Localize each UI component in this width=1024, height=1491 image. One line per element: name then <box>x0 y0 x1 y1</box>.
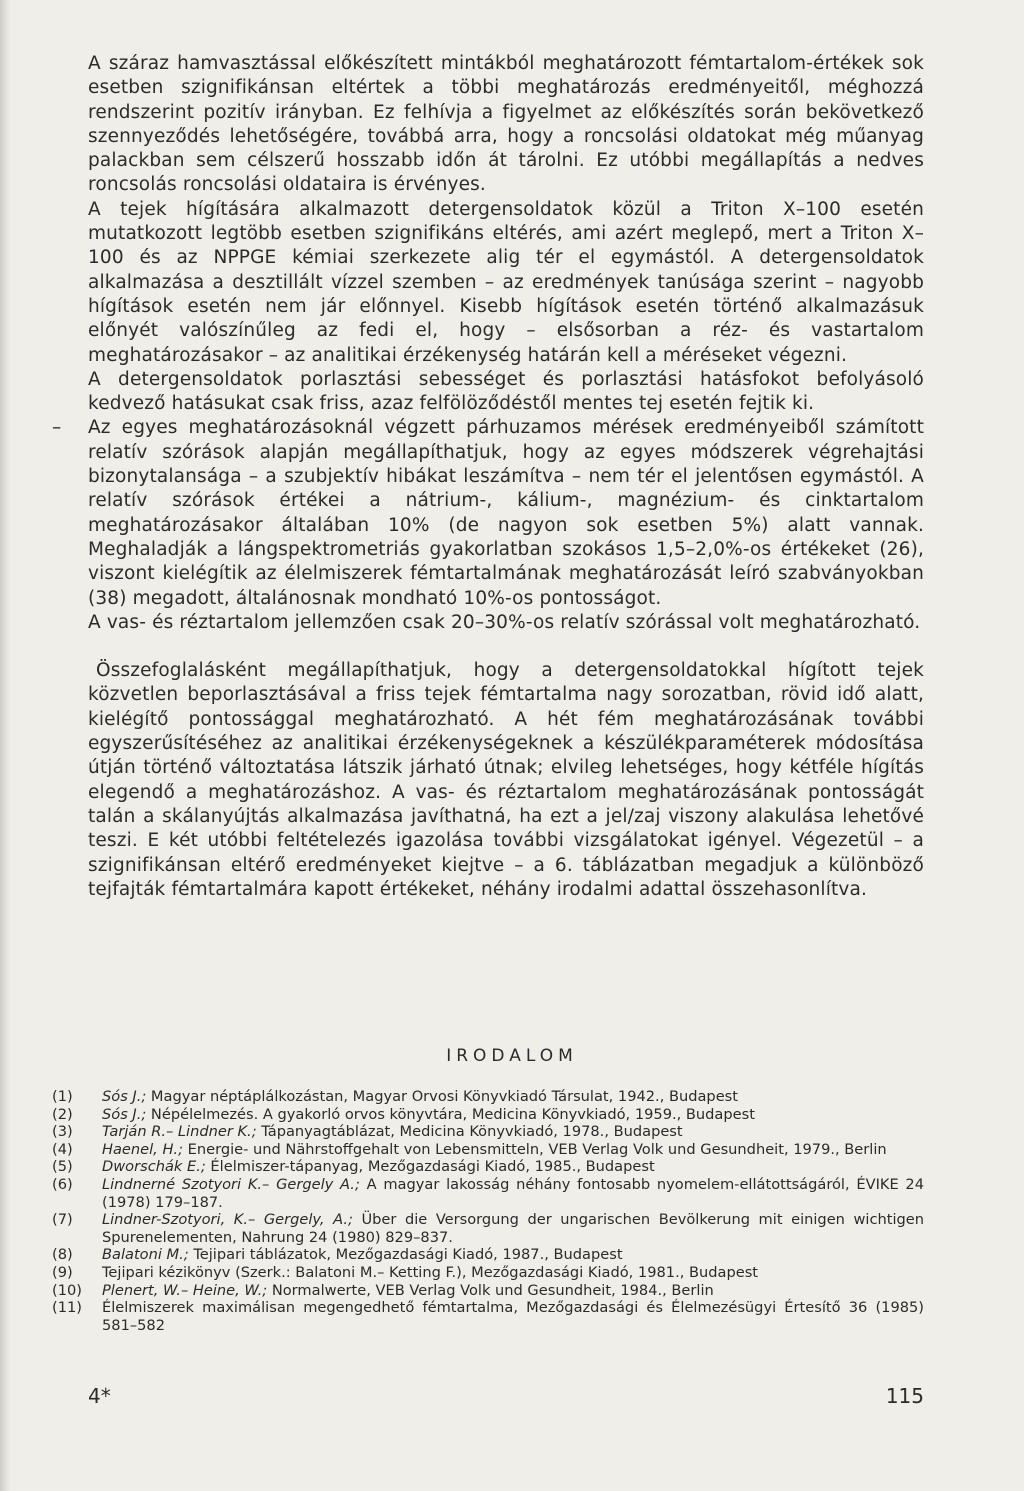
reference-title: Magyar néptáplálkozástan, Magyar Orvosi Könyvkiadó Társulat, 1942., Budapest <box>146 1088 739 1105</box>
reference-item <box>52 1282 924 1300</box>
reference-text <box>102 1299 924 1334</box>
paragraph-dry-ashing: A száraz hamvasztással előkészített mintákból meghatározott fémtartalom-értékek sok esetben szignifikánsan eltértek a többi meghatározás eredményeitől, méghozzá rendszerint pozitív irányban. Ez felhívja a figyelmet az előkészítés során bekövetkező szennyeződés lehetőségére, továbbá arra, hogy a roncsolási oldatokat még műanyag palackban sem célszerű hosszabb időn át tárolni. Ez utóbbi megállapítás a nedves roncsolás roncsolási oldataira is érvényes. <box>88 53 924 196</box>
reference-list <box>52 1088 924 1334</box>
paragraph-nebulization: A detergensoldatok porlasztási sebességet és porlasztási hatásfokot befolyásoló kedvező hatásukat csak friss, azaz felfölöződéstől mentes tej esetén fejtik ki. <box>88 368 924 415</box>
reference-author: Dworschák E.; <box>102 1158 206 1176</box>
reference-author: Balatoni M.; <box>102 1246 189 1264</box>
reference-number: (5) <box>52 1158 73 1176</box>
reference-author: Lindner-Szotyori, K.– Gergely, A.; <box>102 1211 353 1229</box>
reference-title: Tejipari kézikönyv (Szerk.: Balatoni M.– Ketting F.), Mezőgazdasági Kiadó, 1981., Budapest <box>102 1263 759 1281</box>
reference-text <box>102 1264 924 1282</box>
paragraph-relative-deviation: Az egyes meghatározásoknál végzett párhuzamos mérések eredményeiből számított relatív szórások alapján megállapíthatjuk, hogy az egyes módszerek végrehajtási bizonytalansága – a szubjektív hibákat leszámítva – nem tér el jelentősen egymástól. A relatív szórások értékei a nátrium-, kálium-, magnézium- és cinktartalom meghatározásakor általában 10% (de nagyon sok esetben 5%) alatt vannak. Meghaladják a lángspektrometriás gyakorlatban szokásos 1,5–2,0%-os értékeket (26), viszont kielégítik az élelmiszerek fémtartalmának meghatározását leíró szabványokban (38) megadott, általánosnak mondható 10%-os pontosságot. <box>88 417 924 609</box>
reference-item <box>52 1088 924 1106</box>
reference-text <box>102 1246 924 1264</box>
reference-number: (1) <box>52 1088 73 1105</box>
signature-mark: 4* <box>88 1384 111 1408</box>
body-text <box>52 52 924 902</box>
reference-text <box>102 1282 924 1300</box>
paragraph-detergent-dilution: A tejek hígítására alkalmazott detergensoldatok közül a Triton X–100 esetén mutatkozott legtöbb esetben szignifikáns eltérés, ami azért meglepő, mert a Triton X–100 és az NPPGE kémiai szerkezete alig tér el egymástól. A detergensoldatok alkalmazása a desztillált vízzel szemben – az eredmények tanúsága szerint – nagyobb hígítások esetén nem jár előnnyel. Kisebb hígítások esetén történő alkalmazásuk előnyét valószínűleg az fedi el, hogy – elsősorban a réz- és vastartalom meghatározásakor – az analitikai érzékenység határán kell a méréseket végezni. <box>88 198 924 366</box>
references-heading: IRODALOM <box>446 1046 578 1066</box>
page-number: 115 <box>885 1384 924 1408</box>
dash-mark: – <box>52 417 62 439</box>
reference-title: Normalwerte, VEB Verlag Volk und Gesundheit, 1984., Berlin <box>267 1281 714 1299</box>
reference-text <box>102 1158 924 1176</box>
reference-author: Sós J.; <box>102 1088 147 1105</box>
reference-title: Élelmiszer-tápanyag, Mezőgazdasági Kiadó, 1985., Budapest <box>205 1158 655 1176</box>
reference-title: Tejipari táblázatok, Mezőgazdasági Kiadó, 1987., Budapest <box>188 1246 623 1264</box>
reference-number: (10) <box>52 1281 82 1299</box>
reference-author: Haenel, H.; <box>102 1140 183 1158</box>
paragraph-iron-copper: A vas- és réztartalom jellemzően csak 20–30%-os relatív szórással volt meghatározható. <box>88 611 921 633</box>
reference-item <box>52 1123 924 1141</box>
reference-text <box>102 1088 924 1106</box>
reference-number: (11) <box>52 1299 82 1317</box>
reference-item <box>52 1264 924 1282</box>
reference-author: Sós J.; <box>102 1105 147 1123</box>
reference-number: (8) <box>52 1246 73 1264</box>
reference-text <box>102 1176 924 1211</box>
reference-title: Energie- und Nährstoffgehalt von Lebensmitteln, VEB Verlag Volk und Gesundheit, 1979., Berlin <box>183 1140 887 1158</box>
reference-number: (3) <box>52 1123 73 1141</box>
reference-item <box>52 1246 924 1264</box>
reference-title: A magyar lakosság néhány fontosabb nyomelem-ellátottságáról, ÉVIKE 24 (1978) 179–187. <box>102 1175 924 1211</box>
reference-title: Népélelmezés. A gyakorló orvos könyvtára, Medicina Könyvkiadó, 1959., Budapest <box>146 1105 755 1123</box>
paragraph-summary: Összefoglalásként megállapíthatjuk, hogy a detergensoldatokkal hígított tejek közvetlen beporlasztásával a friss tejek fémtartalma nagy sorozatban, rövid idő alatt, kielégítő pontossággal meghatározható. A hét fém meghatározásának további egyszerűsítéséhez az analitikai érzékenységeknek a készülékparaméterek módosítása útján történő változtatása látszik járható útnak; elvileg lehetséges, hogy kétféle hígítás elegendő a meghatározáshoz. A vas- és réztartalom meghatározásának pontosságát talán a skálanyújtás alkalmazása javíthatná, ha ezt a jel/zaj viszony alakulása lehetővé teszi. E két utóbbi feltételezés igazolása további vizsgálatokat igényel. Végezetül – a szignifikánsan eltérő eredményeket kiejtve – a 6. táblázatban megadjuk a különböző tejfajták fémtartalmára kapott értékeket, néhány irodalmi adattal összehasonlítva. <box>88 660 924 900</box>
reference-item <box>52 1299 924 1334</box>
reference-text <box>102 1106 924 1124</box>
page-edge-shadow <box>0 0 10 1491</box>
reference-text <box>102 1141 924 1159</box>
reference-number: (7) <box>52 1211 73 1229</box>
reference-number: (9) <box>52 1263 73 1281</box>
reference-title: Tápanyagtáblázat, Medicina Könyvkiadó, 1978., Budapest <box>256 1123 683 1141</box>
reference-title: Élelmiszerek maximálisan megengedhető fémtartalma, Mezőgazdasági és Élelmezésügyi Értesítő 36 (1985) 581–582 <box>102 1299 924 1334</box>
reference-item <box>52 1176 924 1211</box>
reference-item <box>52 1211 924 1246</box>
reference-author: Plenert, W.– Heine, W.; <box>102 1281 268 1299</box>
dash-list-item <box>52 416 924 610</box>
reference-number: (6) <box>52 1175 73 1193</box>
reference-text <box>102 1123 924 1141</box>
reference-author: Tarján R.– Lindner K.; <box>102 1123 257 1141</box>
reference-author: Lindnerné Szotyori K.– Gergely A.; <box>102 1175 360 1193</box>
reference-item <box>52 1141 924 1159</box>
reference-number: (2) <box>52 1105 73 1123</box>
reference-item <box>52 1106 924 1124</box>
reference-item <box>52 1158 924 1176</box>
reference-title: Über die Versorgung der ungarischen Bevölkerung mit einigen wichtigen Spurenelementen, Nahrung 24 (1980) 829–837. <box>102 1211 925 1246</box>
reference-text <box>102 1211 924 1246</box>
reference-number: (4) <box>52 1140 73 1158</box>
